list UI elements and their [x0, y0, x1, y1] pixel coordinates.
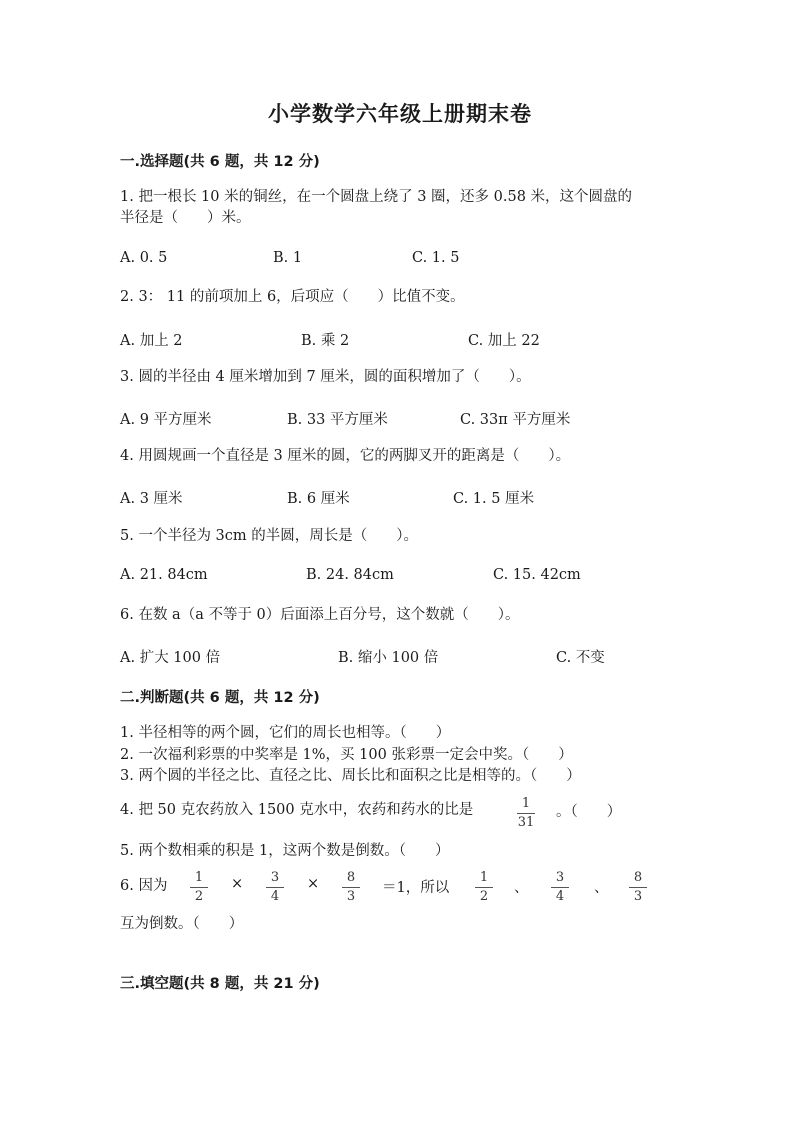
question-text: 6. 在数 a（a 不等于 0）后面添上百分号，这个数就（ ）。: [120, 607, 520, 623]
question-text: 互为倒数。（ ）: [120, 916, 244, 932]
option-c: C. 加上 22: [468, 333, 540, 349]
option-c: C. 33π 平方厘米: [460, 412, 571, 428]
question-text-tail: 。（ ）: [556, 804, 622, 820]
section-heading-fill: 三.填空题(共 8 题，共 21 分): [120, 976, 320, 992]
option-b: B. 33 平方厘米: [287, 412, 388, 428]
option-a: A. 21. 84cm: [120, 567, 208, 583]
times-sign: ×: [307, 876, 320, 892]
separator: 、: [514, 880, 529, 896]
fraction: 1 31: [517, 796, 535, 830]
question-text: 4. 把 50 克农药放入 1500 克水中，农药和药水的比是: [120, 802, 474, 818]
option-a: A. 扩大 100 倍: [120, 650, 221, 666]
section-heading-choice: 一.选择题(共 6 题，共 12 分): [120, 154, 320, 170]
question-text: 半径是（ ）米。: [120, 210, 251, 226]
option-a: A. 加上 2: [120, 333, 183, 349]
option-b: B. 24. 84cm: [306, 567, 394, 583]
fraction: 8 3: [626, 870, 650, 905]
option-c: C. 1. 5 厘米: [453, 491, 535, 507]
option-c: C. 不变: [556, 650, 605, 666]
equation-text: ＝1，所以: [382, 880, 450, 896]
option-a: A. 3 厘米: [120, 491, 183, 507]
question-text: 2. 3： 11 的前项加上 6，后项应（ ）比值不变。: [120, 289, 465, 305]
question-text: 1. 把一根长 10 米的铜丝，在一个圆盘上绕了 3 圈，还多 0.58 米，这个圆盘的: [120, 189, 633, 205]
option-c: C. 1. 5: [412, 250, 460, 266]
question-text: 3. 圆的半径由 4 厘米增加到 7 厘米，圆的面积增加了（ ）。: [120, 369, 531, 385]
separator: 、: [594, 880, 609, 896]
question-text: 3. 两个圆的半径之比、直径之比、周长比和面积之比是相等的。（ ）: [120, 768, 581, 784]
question-text: 2. 一次福利彩票的中奖率是 1%，买 100 张彩票一定会中奖。（ ）: [120, 747, 573, 763]
question-text: 4. 用圆规画一个直径是 3 厘米的圆，它的两脚叉开的距离是（ ）。: [120, 448, 571, 464]
option-a: A. 9 平方厘米: [120, 412, 212, 428]
question-text: 5. 一个半径为 3cm 的半圆，周长是（ ）。: [120, 528, 419, 544]
times-sign: ×: [231, 876, 244, 892]
option-b: B. 6 厘米: [287, 491, 350, 507]
option-b: B. 1: [273, 250, 303, 266]
question-text: 1. 半径相等的两个圆，它们的周长也相等。（ ）: [120, 725, 451, 741]
fraction: 1 2: [472, 870, 496, 905]
section-heading-judgment: 二.判断题(共 6 题，共 12 分): [120, 690, 320, 706]
page-title: 小学数学六年级上册期末卷: [268, 101, 532, 126]
fraction: 3 4: [548, 870, 572, 905]
question-text: 6. 因为: [120, 878, 168, 894]
fraction: 1 2: [187, 870, 211, 905]
option-a: A. 0. 5: [120, 250, 168, 266]
option-b: B. 乘 2: [301, 333, 350, 349]
option-c: C. 15. 42cm: [493, 567, 581, 583]
option-b: B. 缩小 100 倍: [338, 650, 439, 666]
fraction: 3 4: [263, 870, 287, 905]
fraction: 8 3: [339, 870, 363, 905]
question-text: 5. 两个数相乘的积是 1，这两个数是倒数。（ ）: [120, 843, 450, 859]
